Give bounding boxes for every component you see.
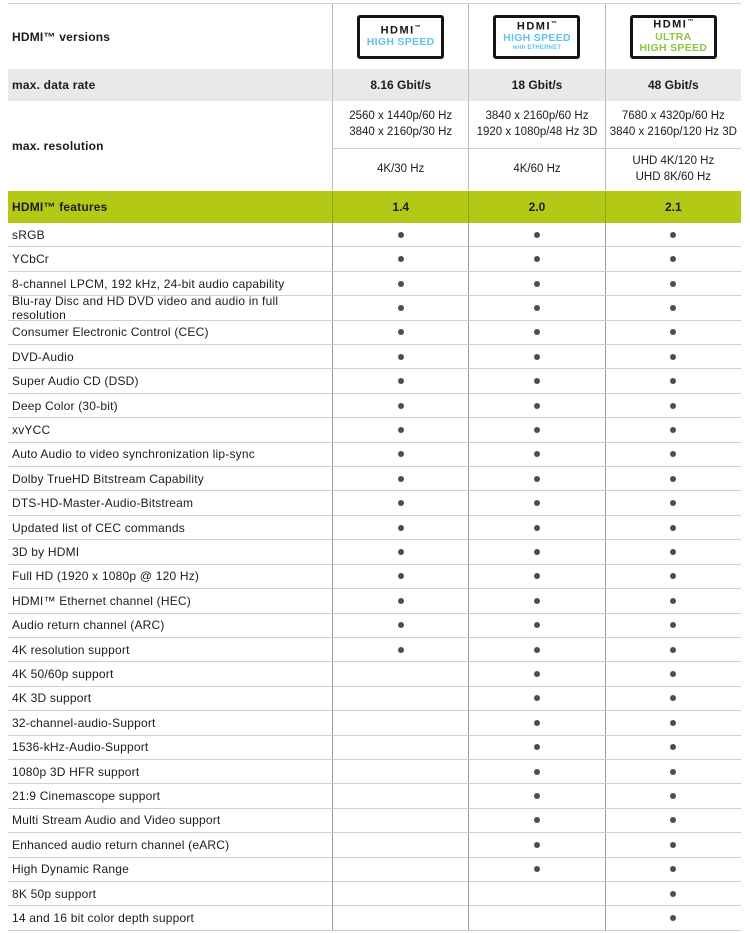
feature-cell-hdmi20 — [468, 882, 604, 905]
resolution-primary-hdmi20: 3840 x 2160p/60 Hz 1920 x 1080p/48 Hz 3D — [468, 101, 604, 148]
feature-label: xvYCC — [12, 422, 51, 437]
feature-label: Updated list of CEC commands — [12, 520, 186, 535]
support-dot — [534, 622, 540, 628]
feature-cell-hdmi21 — [605, 614, 741, 637]
support-dot — [534, 842, 540, 848]
feature-cell-hdmi14 — [332, 565, 468, 588]
feature-cell-hdmi14 — [332, 321, 468, 344]
feature-row — [8, 321, 741, 345]
feature-cell-hdmi21 — [605, 443, 741, 466]
support-dot — [670, 671, 676, 677]
feature-cell-hdmi21 — [605, 394, 741, 417]
feature-cell-hdmi21 — [605, 540, 741, 563]
support-dot — [534, 573, 540, 579]
versions-cell-hdmi21 — [605, 4, 741, 69]
hdmi-ultra-high-speed-badge — [630, 15, 717, 59]
feature-label: DVD-Audio — [12, 349, 74, 364]
badge-speed-label: HIGH SPEED — [366, 36, 435, 49]
feature-cell-hdmi20 — [468, 516, 604, 539]
support-dot — [534, 500, 540, 506]
feature-label: 14 and 16 bit color depth support — [12, 911, 195, 926]
support-dot — [670, 329, 676, 335]
feature-cell-hdmi14 — [332, 272, 468, 295]
feature-cell-hdmi14 — [332, 784, 468, 807]
feature-row — [8, 687, 741, 711]
support-dot — [534, 647, 540, 653]
feature-row — [8, 418, 741, 442]
support-dot — [670, 915, 676, 921]
feature-cell-hdmi20 — [468, 394, 604, 417]
support-dot — [534, 232, 540, 238]
feature-row — [8, 858, 741, 882]
support-dot — [398, 573, 404, 579]
feature-cell-hdmi21 — [605, 711, 741, 734]
feature-cell-hdmi14 — [332, 638, 468, 661]
support-dot — [534, 695, 540, 701]
support-dot — [534, 793, 540, 799]
feature-row — [8, 760, 741, 784]
feature-label: 4K 50/60p support — [12, 667, 114, 682]
support-dot — [534, 378, 540, 384]
support-dot — [534, 720, 540, 726]
versions-row — [8, 4, 741, 69]
support-dot — [670, 573, 676, 579]
badge-speed-label: HIGH SPEED — [639, 41, 708, 54]
support-dot — [670, 647, 676, 653]
resolution-primary-hdmi21: 7680 x 4320p/60 Hz 3840 x 2160p/120 Hz 3D — [605, 101, 741, 148]
feature-cell-hdmi21 — [605, 833, 741, 856]
support-dot — [534, 281, 540, 287]
feature-cell-hdmi21 — [605, 906, 741, 929]
feature-row — [8, 809, 741, 833]
feature-cell-hdmi20 — [468, 565, 604, 588]
support-dot — [670, 793, 676, 799]
support-dot — [534, 451, 540, 457]
support-dot — [534, 427, 540, 433]
feature-cell-hdmi20 — [468, 247, 604, 270]
feature-cell-hdmi21 — [605, 736, 741, 759]
feature-cell-hdmi21 — [605, 321, 741, 344]
support-dot — [670, 817, 676, 823]
feature-cell-hdmi21 — [605, 760, 741, 783]
feature-cell-hdmi14 — [332, 516, 468, 539]
feature-cell-hdmi20 — [468, 467, 604, 490]
feature-cell-hdmi21 — [605, 858, 741, 881]
support-dot — [534, 817, 540, 823]
badge-ultra-label: ULTRA — [655, 30, 692, 43]
feature-cell-hdmi14 — [332, 711, 468, 734]
feature-row — [8, 516, 741, 540]
feature-cell-hdmi14 — [332, 589, 468, 612]
feature-cell-hdmi21 — [605, 516, 741, 539]
support-dot — [670, 427, 676, 433]
feature-label: YCbCr — [12, 252, 50, 267]
feature-row — [8, 345, 741, 369]
support-dot — [398, 476, 404, 482]
feature-cell-hdmi20 — [468, 296, 604, 319]
feature-cell-hdmi20 — [468, 491, 604, 514]
data-rate-row — [8, 69, 741, 101]
feature-row — [8, 293, 741, 322]
support-dot — [398, 622, 404, 628]
feature-row — [8, 394, 741, 418]
feature-cell-hdmi20 — [468, 858, 604, 881]
support-dot — [670, 525, 676, 531]
feature-cell-hdmi21 — [605, 687, 741, 710]
feature-cell-hdmi20 — [468, 833, 604, 856]
support-dot — [670, 549, 676, 555]
support-dot — [534, 598, 540, 604]
support-dot — [670, 720, 676, 726]
feature-cell-hdmi20 — [468, 589, 604, 612]
feature-cell-hdmi20 — [468, 906, 604, 929]
support-dot — [670, 695, 676, 701]
feature-rows-container — [8, 223, 741, 931]
feature-cell-hdmi14 — [332, 858, 468, 881]
feature-cell-hdmi20 — [468, 321, 604, 344]
badge-ethernet-label: with ETHERNET — [512, 45, 562, 52]
feature-cell-hdmi21 — [605, 369, 741, 392]
feature-cell-hdmi21 — [605, 345, 741, 368]
feature-row — [8, 369, 741, 393]
feature-label: High Dynamic Range — [12, 862, 129, 877]
feature-cell-hdmi14 — [332, 345, 468, 368]
resolution-secondary-hdmi14: 4K/30 Hz — [332, 149, 468, 190]
feature-cell-hdmi14 — [332, 736, 468, 759]
feature-label: 1080p 3D HFR support — [12, 764, 140, 779]
feature-cell-hdmi14 — [332, 809, 468, 832]
support-dot — [670, 354, 676, 360]
feature-cell-hdmi21 — [605, 882, 741, 905]
support-dot — [670, 866, 676, 872]
support-dot — [398, 354, 404, 360]
feature-cell-hdmi21 — [605, 272, 741, 295]
feature-label: Auto Audio to video synchronization lip-sync — [12, 447, 255, 462]
feature-cell-hdmi21 — [605, 296, 741, 319]
resolution-secondary-row — [332, 149, 741, 190]
feature-row — [8, 223, 741, 247]
feature-label: 8K 50p support — [12, 886, 97, 901]
resolution-secondary-hdmi20: 4K/60 Hz — [468, 149, 604, 190]
feature-label: sRGB — [12, 227, 45, 242]
resolution-values — [332, 101, 741, 191]
data-rate-value-hdmi14: 8.16 Gbit/s — [332, 69, 468, 101]
support-dot — [398, 305, 404, 311]
resolution-label: max. resolution — [12, 139, 104, 153]
feature-row — [8, 247, 741, 271]
feature-cell-hdmi14 — [332, 491, 468, 514]
feature-row — [8, 272, 741, 296]
support-dot — [534, 769, 540, 775]
feature-cell-hdmi14 — [332, 418, 468, 441]
feature-label: Full HD (1920 x 1080p @ 120 Hz) — [12, 569, 200, 584]
feature-label: HDMI™ Ethernet channel (HEC) — [12, 593, 191, 608]
support-dot — [398, 647, 404, 653]
support-dot — [534, 744, 540, 750]
feature-cell-hdmi20 — [468, 760, 604, 783]
feature-cell-hdmi20 — [468, 443, 604, 466]
feature-row — [8, 614, 741, 638]
resolution-primary-hdmi14: 2560 x 1440p/60 Hz 3840 x 2160p/30 Hz — [332, 101, 468, 148]
feature-cell-hdmi14 — [332, 833, 468, 856]
versions-label: HDMI™ versions — [12, 29, 111, 44]
versions-cell-hdmi14 — [332, 4, 468, 69]
feature-row — [8, 638, 741, 662]
feature-cell-hdmi21 — [605, 223, 741, 246]
data-rate-value-hdmi21: 48 Gbit/s — [605, 69, 741, 101]
feature-row — [8, 711, 741, 735]
feature-cell-hdmi14 — [332, 247, 468, 270]
feature-cell-hdmi21 — [605, 565, 741, 588]
feature-label: 4K 3D support — [12, 691, 92, 706]
support-dot — [670, 451, 676, 457]
feature-label: 1536-kHz-Audio-Support — [12, 740, 149, 755]
support-dot — [670, 891, 676, 897]
feature-cell-hdmi20 — [468, 272, 604, 295]
feature-cell-hdmi14 — [332, 443, 468, 466]
feature-label: 4K resolution support — [12, 642, 130, 657]
feature-label: Audio return channel (ARC) — [12, 618, 165, 633]
feature-cell-hdmi21 — [605, 589, 741, 612]
hdmi-logo: HDMI™ — [653, 19, 694, 32]
feature-row — [8, 443, 741, 467]
hdmi-high-speed-badge — [357, 15, 444, 59]
feature-row — [8, 784, 741, 808]
feature-cell-hdmi14 — [332, 687, 468, 710]
feature-row — [8, 491, 741, 515]
feature-cell-hdmi14 — [332, 614, 468, 637]
support-dot — [534, 403, 540, 409]
feature-cell-hdmi14 — [332, 760, 468, 783]
features-header-label: HDMI™ features — [12, 200, 108, 214]
support-dot — [534, 549, 540, 555]
feature-label: 32-channel-audio-Support — [12, 715, 156, 730]
support-dot — [398, 256, 404, 262]
feature-cell-hdmi14 — [332, 394, 468, 417]
feature-cell-hdmi20 — [468, 369, 604, 392]
feature-label: Multi Stream Audio and Video support — [12, 813, 221, 828]
support-dot — [398, 378, 404, 384]
support-dot — [670, 281, 676, 287]
feature-row — [8, 540, 741, 564]
hdmi-high-speed-ethernet-badge — [493, 15, 580, 59]
hdmi-logo: HDMI™ — [380, 24, 421, 37]
features-header-row — [8, 191, 741, 223]
feature-version-21: 2.1 — [605, 191, 741, 223]
support-dot — [398, 403, 404, 409]
feature-label: Consumer Electronic Control (CEC) — [12, 325, 209, 340]
support-dot — [534, 866, 540, 872]
feature-cell-hdmi20 — [468, 638, 604, 661]
feature-cell-hdmi21 — [605, 809, 741, 832]
feature-cell-hdmi20 — [468, 711, 604, 734]
feature-cell-hdmi14 — [332, 467, 468, 490]
support-dot — [398, 427, 404, 433]
feature-row — [8, 589, 741, 613]
feature-cell-hdmi14 — [332, 662, 468, 685]
feature-cell-hdmi20 — [468, 540, 604, 563]
resolution-row — [8, 101, 741, 191]
support-dot — [670, 378, 676, 384]
feature-version-20: 2.0 — [468, 191, 604, 223]
feature-cell-hdmi21 — [605, 638, 741, 661]
versions-cell-hdmi20 — [468, 4, 604, 69]
support-dot — [534, 305, 540, 311]
feature-cell-hdmi20 — [468, 736, 604, 759]
support-dot — [534, 671, 540, 677]
feature-cell-hdmi20 — [468, 223, 604, 246]
support-dot — [534, 476, 540, 482]
feature-cell-hdmi21 — [605, 247, 741, 270]
feature-cell-hdmi21 — [605, 467, 741, 490]
feature-label: 8-channel LPCM, 192 kHz, 24-bit audio capability — [12, 276, 285, 291]
data-rate-label: max. data rate — [12, 78, 96, 92]
feature-cell-hdmi21 — [605, 418, 741, 441]
hdmi-comparison-table — [8, 3, 741, 931]
feature-cell-hdmi14 — [332, 882, 468, 905]
feature-row — [8, 565, 741, 589]
feature-row — [8, 467, 741, 491]
feature-cell-hdmi21 — [605, 662, 741, 685]
feature-cell-hdmi20 — [468, 784, 604, 807]
support-dot — [670, 500, 676, 506]
support-dot — [398, 451, 404, 457]
support-dot — [670, 232, 676, 238]
feature-row — [8, 662, 741, 686]
support-dot — [398, 598, 404, 604]
support-dot — [534, 256, 540, 262]
feature-label: DTS-HD-Master-Audio-Bitstream — [12, 496, 194, 511]
feature-cell-hdmi21 — [605, 491, 741, 514]
feature-cell-hdmi14 — [332, 369, 468, 392]
support-dot — [534, 354, 540, 360]
feature-label: 3D by HDMI — [12, 544, 80, 559]
feature-label: 21:9 Cinemascope support — [12, 789, 161, 804]
support-dot — [670, 622, 676, 628]
feature-label: Enhanced audio return channel (eARC) — [12, 837, 230, 852]
resolution-secondary-hdmi21: UHD 4K/120 Hz UHD 8K/60 Hz — [605, 149, 741, 190]
feature-label: Dolby TrueHD Bitstream Capability — [12, 471, 204, 486]
support-dot — [398, 525, 404, 531]
support-dot — [534, 525, 540, 531]
feature-cell-hdmi20 — [468, 345, 604, 368]
support-dot — [670, 403, 676, 409]
feature-cell-hdmi20 — [468, 662, 604, 685]
feature-cell-hdmi14 — [332, 223, 468, 246]
feature-label: Deep Color (30-bit) — [12, 398, 118, 413]
feature-label: Blu-ray Disc and HD DVD video and audio in full resolution — [12, 293, 279, 322]
feature-row — [8, 906, 741, 930]
hdmi-logo: HDMI™ — [516, 20, 558, 33]
support-dot — [398, 232, 404, 238]
feature-row — [8, 736, 741, 760]
support-dot — [670, 842, 676, 848]
feature-cell-hdmi20 — [468, 614, 604, 637]
support-dot — [534, 329, 540, 335]
feature-version-14: 1.4 — [332, 191, 468, 223]
feature-cell-hdmi14 — [332, 906, 468, 929]
feature-cell-hdmi14 — [332, 296, 468, 319]
feature-cell-hdmi20 — [468, 809, 604, 832]
support-dot — [670, 305, 676, 311]
support-dot — [398, 281, 404, 287]
feature-cell-hdmi20 — [468, 418, 604, 441]
support-dot — [398, 549, 404, 555]
support-dot — [398, 329, 404, 335]
support-dot — [670, 598, 676, 604]
feature-label: Super Audio CD (DSD) — [12, 374, 139, 389]
resolution-primary-row — [332, 101, 741, 149]
data-rate-value-hdmi20: 18 Gbit/s — [468, 69, 604, 101]
support-dot — [670, 256, 676, 262]
feature-cell-hdmi21 — [605, 784, 741, 807]
feature-row — [8, 882, 741, 906]
support-dot — [670, 476, 676, 482]
support-dot — [670, 769, 676, 775]
badge-speed-label: HIGH SPEED — [503, 32, 571, 45]
feature-cell-hdmi20 — [468, 687, 604, 710]
feature-row — [8, 833, 741, 857]
support-dot — [670, 744, 676, 750]
feature-cell-hdmi14 — [332, 540, 468, 563]
support-dot — [398, 500, 404, 506]
